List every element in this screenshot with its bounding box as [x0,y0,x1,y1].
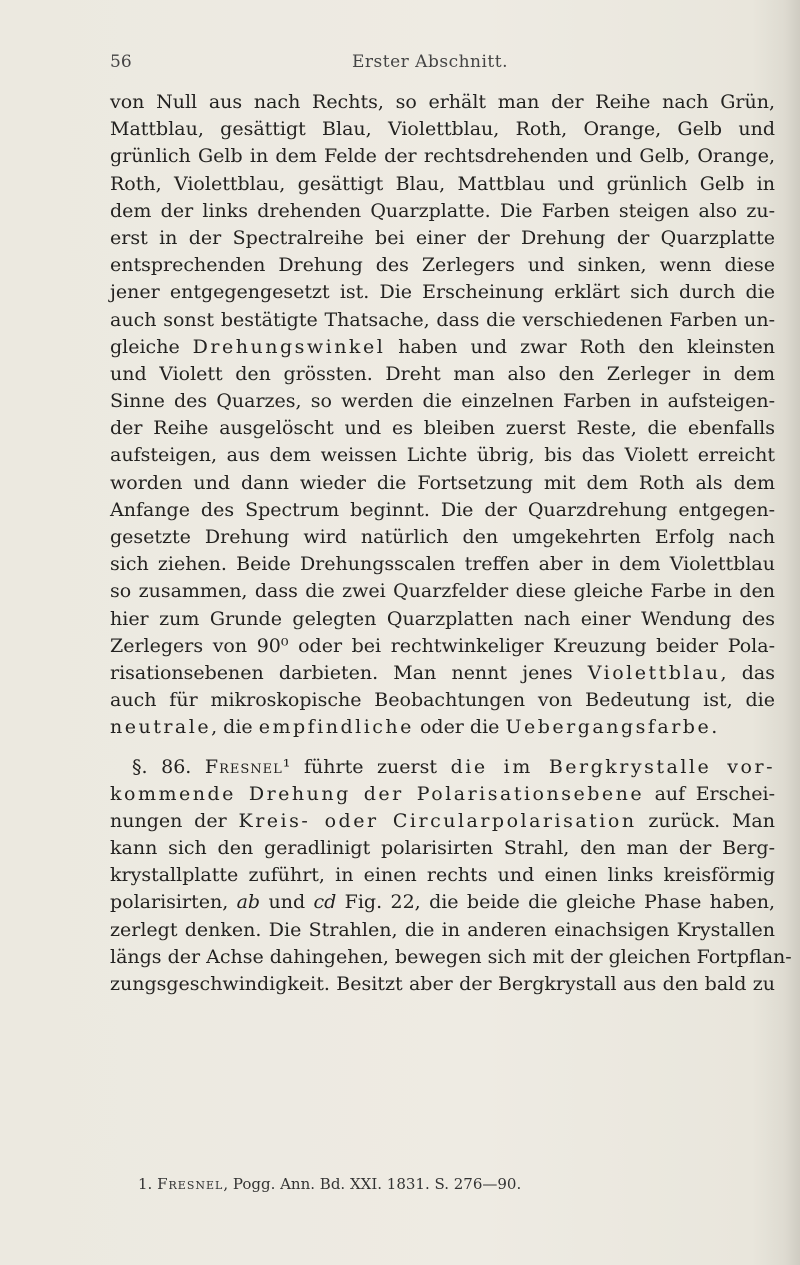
emphasis: Uebergangsfarbe [505,716,712,739]
emphasis: kommende Drehung der Polarisationsebene [110,782,645,805]
text-line: kommende Drehung der Polarisationsebene auf Erschei- [110,782,776,805]
text-line: aufsteigen, aus dem weissen Lichte übrig, bis das Violett erreicht [110,444,775,467]
text-line: längs der Achse dahingehen, bewegen sich mit der gleichen Fortpflan- [110,945,792,968]
text-line: polarisirten, ab und cd Fig. 22, die beide die gleiche Phase haben, [110,891,776,914]
section-number: §. 86. [132,755,205,778]
text-line: kann sich den geradlinigt polarisirten Strahl, den man der Berg- [110,837,775,860]
page-number: 56 [110,52,132,72]
text-line: zerlegt denken. Die Strahlen, die in anderen einachsigen Krystallen [110,918,775,941]
text-line: nungen der Kreis- oder Circularpolarisation zurück. Man [110,809,775,832]
page-header [100,52,760,82]
text-line: dem der links drehenden Quarzplatte. Die Farben steigen also zu- [110,199,775,222]
author-name: Fresnel [204,755,283,778]
footnote-citation: , Pogg. Ann. Bd. XXI. 1831. S. 276—90. [223,1175,522,1193]
text-line: risationsebenen darbieten. Man nennt jenes Violettblau, das [110,661,775,684]
text-line: auch für mikroskopische Beobachtungen von Bedeutung ist, die [110,689,775,712]
text-line: entsprechenden Drehung des Zerlegers und sinken, wenn diese [110,254,775,277]
emphasis: neutrale [110,716,212,739]
ray-label: cd [313,891,337,914]
footnote-author: Fresnel [157,1175,224,1193]
text-line: Anfange des Spectrum beginnt. Die der Quarzdrehung entgegen- [110,498,775,521]
text-line: von Null aus nach Rechts, so erhält man der Reihe nach Grün, [110,91,775,113]
text-line: auch sonst bestätigte Thatsache, dass die verschiedenen Farben un- [110,308,775,331]
text-line: gleiche Drehungswinkel haben und zwar Roth den kleinsten [110,335,775,358]
text-line: erst in der Spectralreihe bei einer der Drehung der Quarzplatte [110,226,775,249]
text-line: §. 86. Fresnel¹ führte zuerst die im Bergkrystalle vor- [132,755,775,778]
footnote-number: 1. [138,1175,153,1193]
text-line: jener entgegengesetzt ist. Die Erscheinung erklärt sich durch die [110,281,775,304]
paragraph-1 [110,89,775,742]
text-line: und Violett den grössten. Dreht man also den Zerleger in dem [110,362,775,385]
text-line: sich ziehen. Beide Drehungsscalen treffen aber in dem Violettblau [110,553,775,576]
body-text [110,89,792,998]
text-line: der Reihe ausgelöscht und es bleiben zuerst Reste, die ebenfalls [110,417,775,440]
emphasis: Violettblau [587,661,721,684]
text-line: hier zum Grunde gelegten Quarzplatten nach einer Wendung des [110,607,775,630]
text-line: zungsgeschwindigkeit. Besitzt aber der Bergkrystall aus den bald zu [110,973,775,995]
emphasis: Kreis- oder Circularpolarisation [238,809,637,832]
text-line: gesetzte Drehung wird natürlich den umgekehrten Erfolg nach [110,526,775,548]
emphasis: empfindliche [258,716,414,739]
text-line: Roth, Violettblau, gesättigt Blau, Mattblau und grünlich Gelb in [110,172,775,195]
text-line: Sinne des Quarzes, so werden die einzelnen Farben in aufsteigen- [110,390,775,413]
text-line: grünlich Gelb in dem Felde der rechtsdrehenden und Gelb, Orange, [110,145,775,168]
text-line: Zerlegers von 90⁰ oder bei rechtwinkeliger Kreuzung beider Pola- [110,634,775,657]
emphasis: Drehungswinkel [192,335,386,358]
running-head: Erster Abschnitt. [352,52,508,72]
emphasis: die im Bergkrystalle vor- [450,755,775,778]
ray-label: ab [236,891,261,914]
text-line: so zusammen, dass die zwei Quarzfelder diese gleiche Farbe in den [110,580,775,603]
text-line: worden und dann wieder die Fortsetzung mit dem Roth als dem [110,471,775,494]
footnote [138,1175,738,1193]
text-line: neutrale, die empfindliche oder die Uebergangsfarbe. [110,716,718,739]
paragraph-2 [110,754,792,999]
text-line: Mattblau, gesättigt Blau, Violettblau, Roth, Orange, Gelb und [110,118,775,141]
text-line: krystallplatte zuführt, in einen rechts und einen links kreisförmig [110,864,775,887]
